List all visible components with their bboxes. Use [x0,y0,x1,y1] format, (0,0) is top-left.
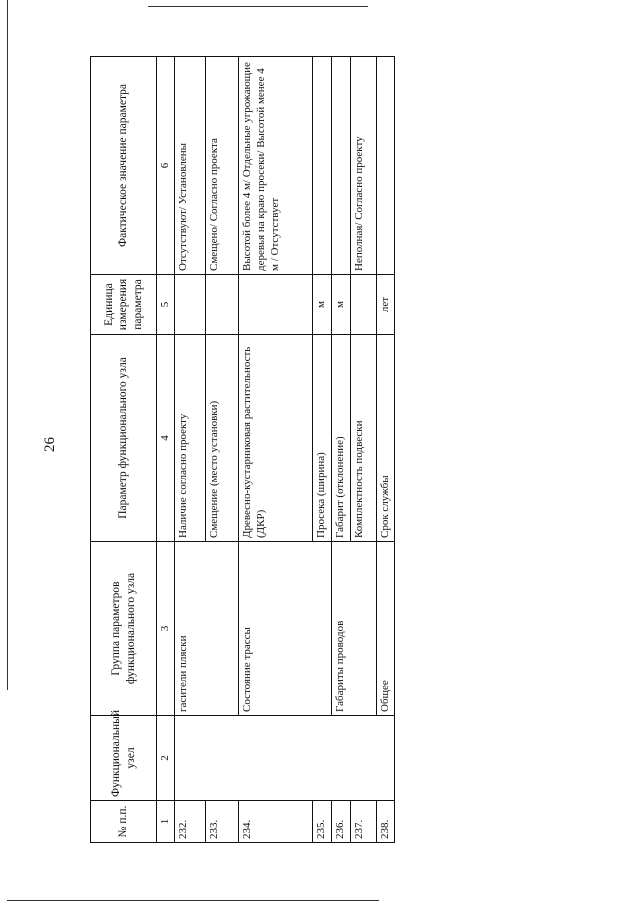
value-cell: Высотой более 4 м/ Отдельные угрожающие деревья на краю просеки/ Высотой менее 4 м / Отсутствует [239,57,313,275]
value-cell [331,57,350,275]
column-number: 2 [157,716,175,801]
param-cell: Просека (ширина) [313,335,332,542]
value-cell: Смещено/ Согласно проекта [206,57,239,275]
unit-cell: м [313,275,332,335]
unit-cell: лет [376,275,395,335]
header-unit: Единица измерения параметра [91,275,157,335]
row-number: 236. [331,801,350,843]
rotated-table-container [90,57,391,843]
row-number: 232. [175,801,206,843]
value-cell [313,57,332,275]
header-num: № п.п. [91,801,157,843]
param-cell: Наличие согласно проекту [175,335,206,542]
value-cell [376,57,395,275]
page-number: 26 [42,437,58,452]
header-node: Функциональный узел [91,716,157,801]
row-number: 234. [239,801,313,843]
unit-cell [350,275,376,335]
group-cell: Общее [376,542,395,716]
column-number: 6 [157,57,175,275]
unit-cell [206,275,239,335]
header-param: Параметр функционального узла [91,335,157,542]
parameters-table [90,56,395,843]
param-cell: Комплектность подвески [350,335,376,542]
value-cell: Отсутствуют/ Установлены [175,57,206,275]
group-cell: Габариты проводов [331,542,376,716]
param-cell: Смещение (место установки) [206,335,239,542]
param-cell: Срок службы [376,335,395,542]
unit-cell [175,275,206,335]
header-row [91,57,157,843]
column-number: 1 [157,801,175,843]
column-number: 3 [157,542,175,716]
scan-border-left [7,0,8,690]
unit-cell [239,275,313,335]
header-group: Группа параметров функционального узла [91,542,157,716]
group-cell: гасители пляски [175,542,239,716]
param-cell: Древесно-кустарниковая растительность (ДКР) [239,335,313,542]
row-number: 233. [206,801,239,843]
scan-border-bottom [7,900,379,901]
group-cell: Состояние трассы [239,542,332,716]
column-number: 4 [157,335,175,542]
row-number: 238. [376,801,395,843]
unit-cell: м [331,275,350,335]
column-number: 5 [157,275,175,335]
row-number: 237. [350,801,376,843]
param-cell: Габарит (отклонение) [331,335,350,542]
value-cell: Неполная/ Согласно проекту [350,57,376,275]
table-row [175,57,206,843]
functional-node-cell [175,716,395,801]
header-value: Фактическое значение параметра [91,57,157,275]
scan-border-top [148,6,368,7]
column-number-row [157,57,175,843]
row-number: 235. [313,801,332,843]
